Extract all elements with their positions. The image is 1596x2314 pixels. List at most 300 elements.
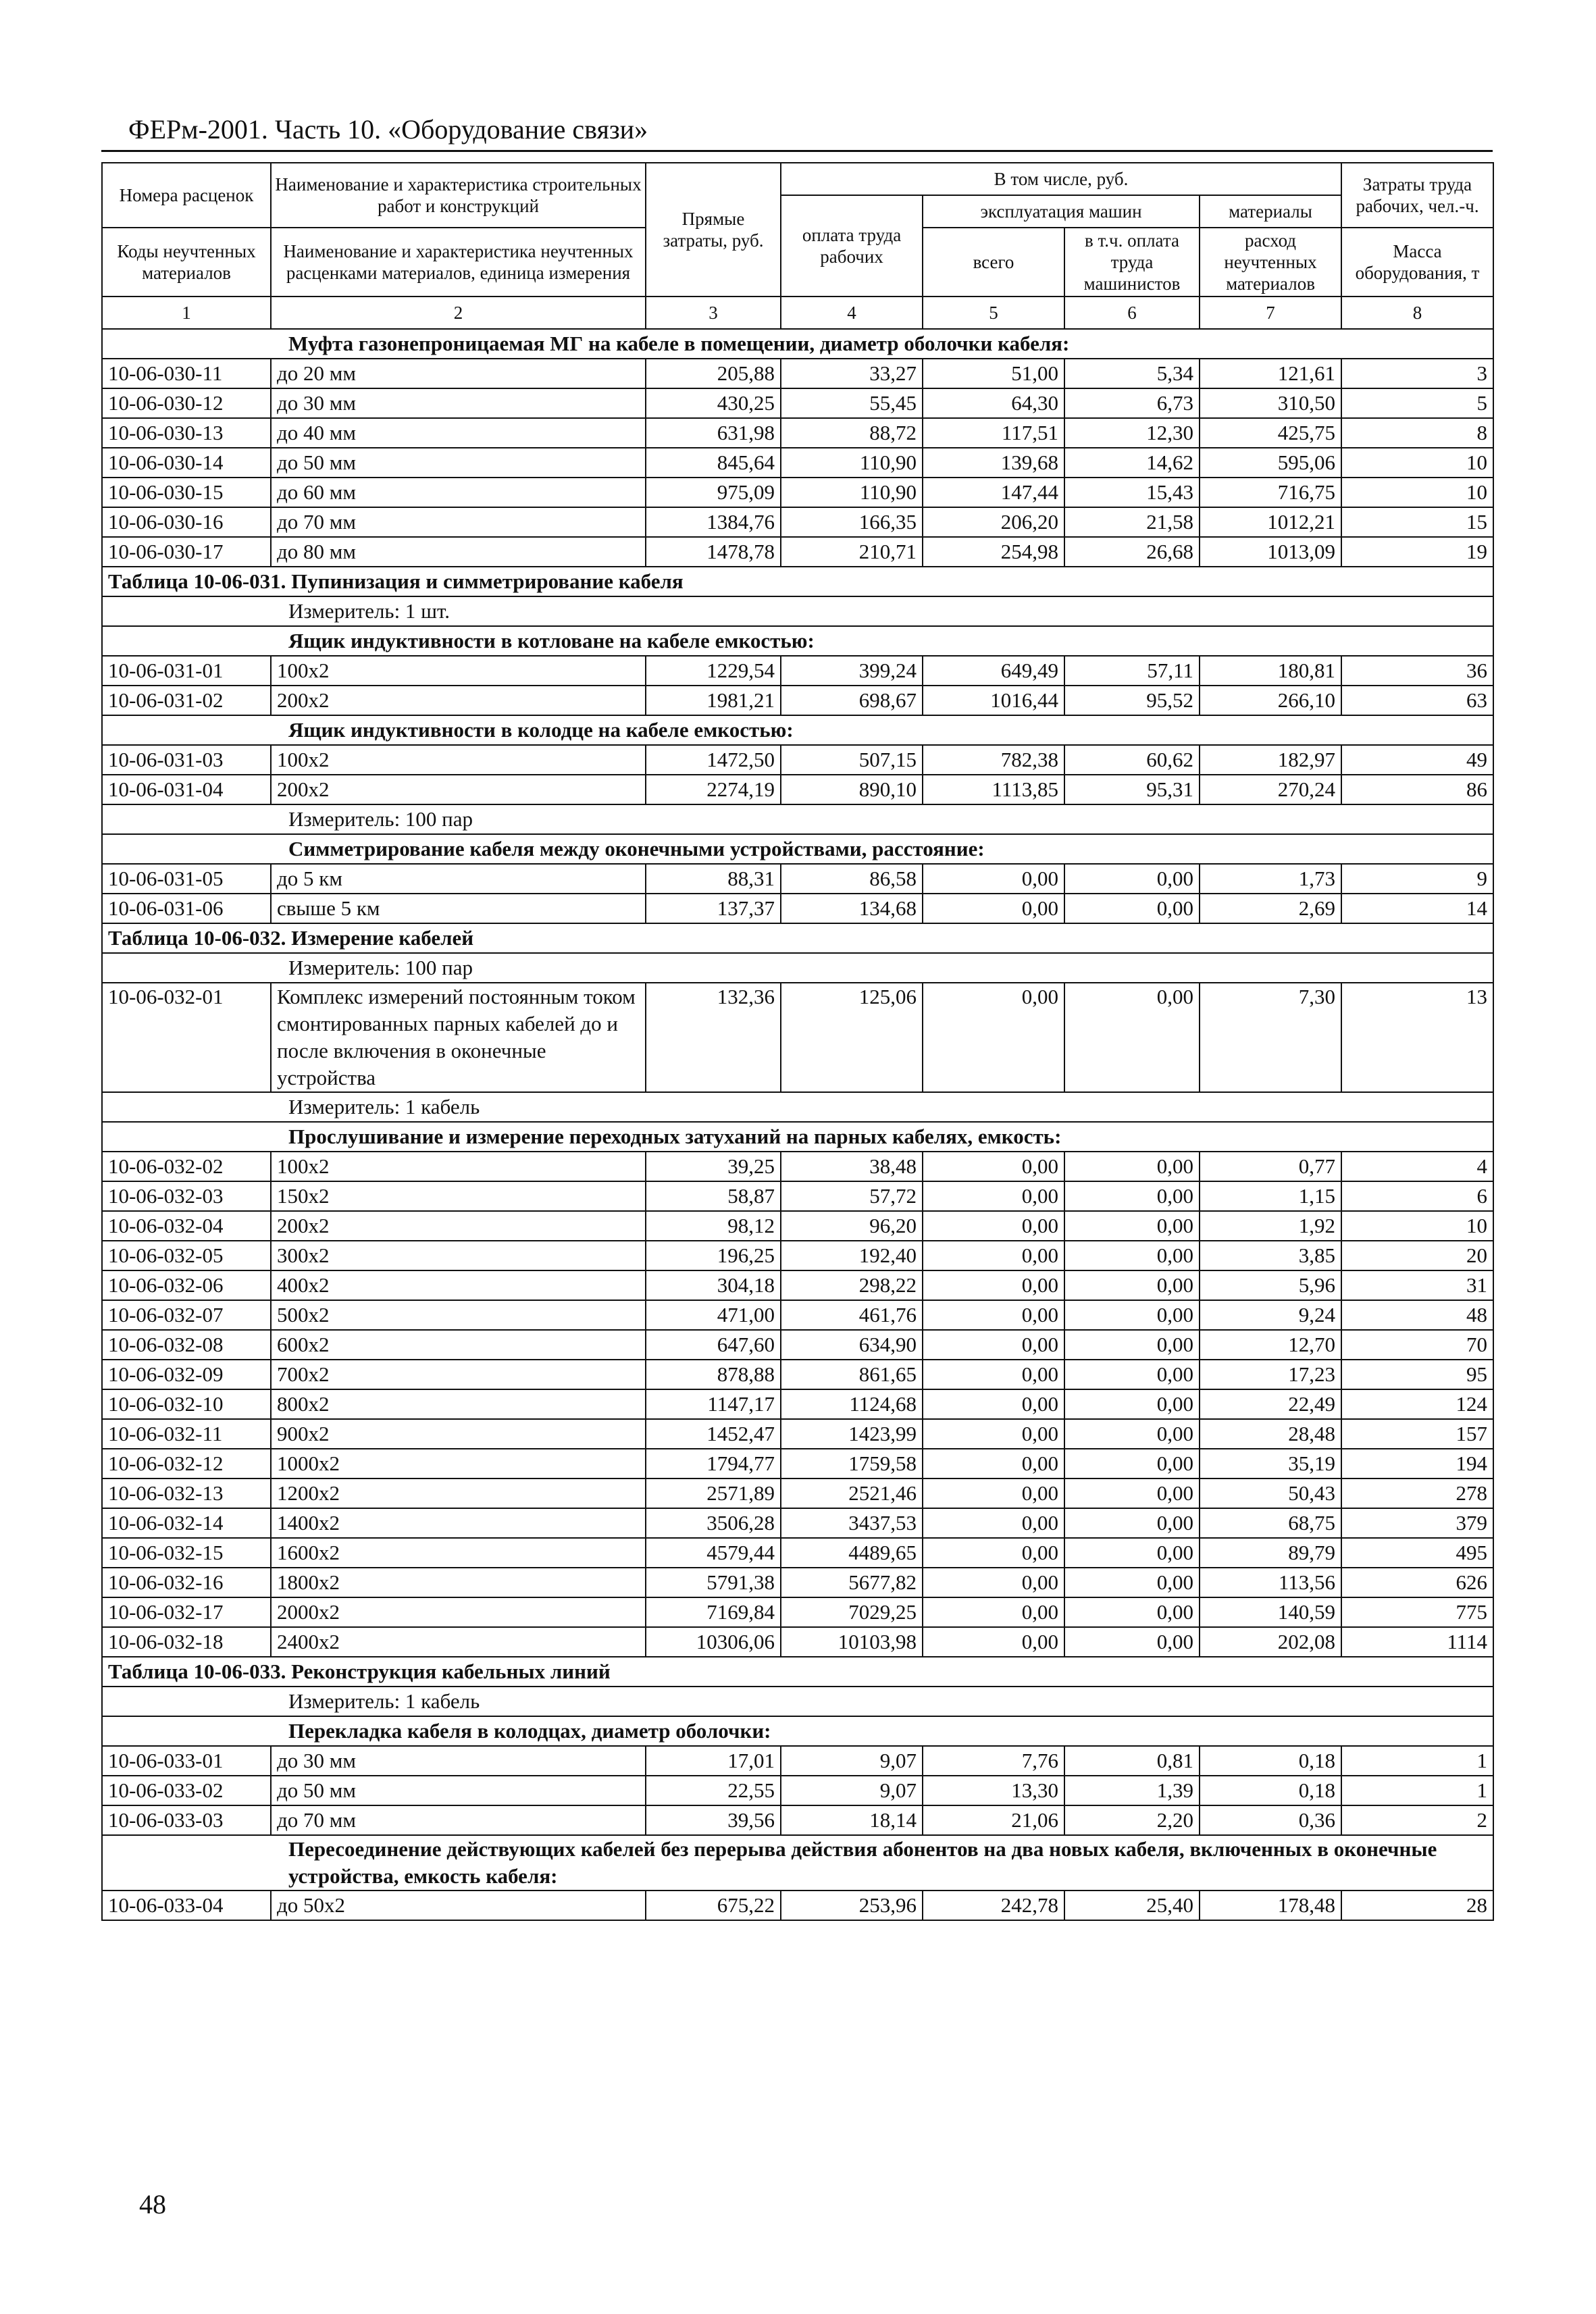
work-description: 200х2 — [271, 1211, 646, 1241]
table-row — [102, 1538, 1493, 1568]
materials-cell: 35,19 — [1200, 1449, 1341, 1479]
table-row — [102, 1508, 1493, 1538]
rate-code: 10-06-030-17 — [102, 537, 271, 567]
table-caption-row — [102, 567, 1493, 596]
operator-wages-cell: 0,00 — [1064, 1330, 1200, 1360]
table-row — [102, 448, 1493, 478]
operator-wages-cell: 0,00 — [1064, 1360, 1200, 1389]
rate-code: 10-06-032-18 — [102, 1627, 271, 1657]
wages-cell: 210,71 — [781, 537, 923, 567]
col-header-operator-wages: в т.ч. оплата труда машинистов — [1064, 228, 1200, 297]
direct-cost-cell: 631,98 — [646, 418, 781, 448]
rate-code: 10-06-031-03 — [102, 745, 271, 775]
direct-cost-cell: 58,87 — [646, 1181, 781, 1211]
rate-code: 10-06-031-05 — [102, 864, 271, 894]
section-heading: Ящик индуктивности в колодце на кабеле емкостью: — [102, 715, 1493, 745]
wages-cell: 298,22 — [781, 1270, 923, 1300]
operator-wages-cell: 0,00 — [1064, 983, 1200, 1092]
direct-cost-cell: 1229,54 — [646, 656, 781, 686]
table-row — [102, 359, 1493, 388]
materials-cell: 1012,21 — [1200, 507, 1341, 537]
rate-code: 10-06-032-10 — [102, 1389, 271, 1419]
machines-total-cell: 782,38 — [923, 745, 1064, 775]
direct-cost-cell: 845,64 — [646, 448, 781, 478]
table-row — [102, 388, 1493, 418]
col-header-machines-total: всего — [923, 228, 1064, 297]
direct-cost-cell: 878,88 — [646, 1360, 781, 1389]
work-description: 500х2 — [271, 1300, 646, 1330]
direct-cost-cell: 471,00 — [646, 1300, 781, 1330]
machines-total-cell: 1016,44 — [923, 686, 1064, 715]
table-row — [102, 1419, 1493, 1449]
rate-code: 10-06-032-08 — [102, 1330, 271, 1360]
rate-code: 10-06-032-16 — [102, 1568, 271, 1597]
direct-cost-cell: 1384,76 — [646, 507, 781, 537]
labor-cell: 1 — [1341, 1746, 1493, 1776]
table-row — [102, 1776, 1493, 1805]
col-number: 3 — [646, 297, 781, 329]
work-description: 1400х2 — [271, 1508, 646, 1538]
table-row — [102, 894, 1493, 923]
machines-total-cell: 0,00 — [923, 983, 1064, 1092]
wages-cell: 110,90 — [781, 448, 923, 478]
materials-cell: 0,77 — [1200, 1152, 1341, 1181]
machines-total-cell: 0,00 — [923, 1241, 1064, 1270]
operator-wages-cell: 2,20 — [1064, 1805, 1200, 1835]
materials-cell: 7,30 — [1200, 983, 1341, 1092]
col-number: 5 — [923, 297, 1064, 329]
labor-cell: 14 — [1341, 894, 1493, 923]
labor-cell: 1114 — [1341, 1627, 1493, 1657]
wages-cell: 1423,99 — [781, 1419, 923, 1449]
page-number: 48 — [139, 2189, 166, 2219]
materials-cell: 1,15 — [1200, 1181, 1341, 1211]
materials-cell: 9,24 — [1200, 1300, 1341, 1330]
rate-code: 10-06-032-07 — [102, 1300, 271, 1330]
col-header-material-names: Наименование и характеристика неучтенных расценками материалов, единица измерения — [271, 228, 646, 297]
work-description: 1200х2 — [271, 1479, 646, 1508]
labor-cell: 379 — [1341, 1508, 1493, 1538]
section-heading: Перекладка кабеля в колодцах, диаметр оболочки: — [102, 1716, 1493, 1746]
wages-cell: 9,07 — [781, 1776, 923, 1805]
materials-cell: 22,49 — [1200, 1389, 1341, 1419]
materials-cell: 0,18 — [1200, 1746, 1341, 1776]
machines-total-cell: 7,76 — [923, 1746, 1064, 1776]
machines-total-cell: 147,44 — [923, 478, 1064, 507]
operator-wages-cell: 0,00 — [1064, 1627, 1200, 1657]
work-description: 1600х2 — [271, 1538, 646, 1568]
table-row — [102, 1181, 1493, 1211]
operator-wages-cell: 0,00 — [1064, 1508, 1200, 1538]
direct-cost-cell: 304,18 — [646, 1270, 781, 1300]
labor-cell: 775 — [1341, 1597, 1493, 1627]
labor-cell: 70 — [1341, 1330, 1493, 1360]
materials-cell: 595,06 — [1200, 448, 1341, 478]
labor-cell: 15 — [1341, 507, 1493, 537]
rate-code: 10-06-031-02 — [102, 686, 271, 715]
rate-code: 10-06-032-17 — [102, 1597, 271, 1627]
labor-cell: 194 — [1341, 1449, 1493, 1479]
wages-cell: 1759,58 — [781, 1449, 923, 1479]
wages-cell: 890,10 — [781, 775, 923, 804]
col-header-direct-costs: Прямые затраты, руб. — [646, 163, 781, 297]
work-description: до 50 мм — [271, 1776, 646, 1805]
machines-total-cell: 13,30 — [923, 1776, 1064, 1805]
wages-cell: 18,14 — [781, 1805, 923, 1835]
machines-total-cell: 0,00 — [923, 1270, 1064, 1300]
work-description: до 50 мм — [271, 448, 646, 478]
table-row — [102, 418, 1493, 448]
direct-cost-cell: 205,88 — [646, 359, 781, 388]
rate-code: 10-06-031-04 — [102, 775, 271, 804]
machines-total-cell: 21,06 — [923, 1805, 1064, 1835]
work-description: 2000х2 — [271, 1597, 646, 1627]
machines-total-cell: 0,00 — [923, 1330, 1064, 1360]
wages-cell: 4489,65 — [781, 1538, 923, 1568]
rate-code: 10-06-033-01 — [102, 1746, 271, 1776]
unit-row — [102, 953, 1493, 983]
table-row — [102, 1449, 1493, 1479]
materials-cell: 180,81 — [1200, 656, 1341, 686]
table-caption: Таблица 10-06-032. Измерение кабелей — [102, 923, 1493, 953]
rate-code: 10-06-030-15 — [102, 478, 271, 507]
machines-total-cell: 242,78 — [923, 1891, 1064, 1920]
materials-cell: 113,56 — [1200, 1568, 1341, 1597]
direct-cost-cell: 98,12 — [646, 1211, 781, 1241]
materials-cell: 1,92 — [1200, 1211, 1341, 1241]
direct-cost-cell: 22,55 — [646, 1776, 781, 1805]
operator-wages-cell: 0,00 — [1064, 1211, 1200, 1241]
col-number: 4 — [781, 297, 923, 329]
rate-code: 10-06-032-04 — [102, 1211, 271, 1241]
wages-cell: 861,65 — [781, 1360, 923, 1389]
operator-wages-cell: 0,00 — [1064, 1181, 1200, 1211]
work-description: до 70 мм — [271, 1805, 646, 1835]
direct-cost-cell: 196,25 — [646, 1241, 781, 1270]
materials-cell: 89,79 — [1200, 1538, 1341, 1568]
materials-cell: 121,61 — [1200, 359, 1341, 388]
direct-cost-cell: 39,25 — [646, 1152, 781, 1181]
labor-cell: 4 — [1341, 1152, 1493, 1181]
wages-cell: 253,96 — [781, 1891, 923, 1920]
machines-total-cell: 0,00 — [923, 894, 1064, 923]
materials-cell: 425,75 — [1200, 418, 1341, 448]
materials-cell: 270,24 — [1200, 775, 1341, 804]
machines-total-cell: 0,00 — [923, 864, 1064, 894]
direct-cost-cell: 137,37 — [646, 894, 781, 923]
operator-wages-cell: 25,40 — [1064, 1891, 1200, 1920]
table-row — [102, 1597, 1493, 1627]
section-row — [102, 1716, 1493, 1746]
section-row — [102, 834, 1493, 864]
operator-wages-cell: 95,52 — [1064, 686, 1200, 715]
labor-cell: 13 — [1341, 983, 1493, 1092]
operator-wages-cell: 1,39 — [1064, 1776, 1200, 1805]
work-description: 100х2 — [271, 656, 646, 686]
wages-cell: 86,58 — [781, 864, 923, 894]
labor-cell: 10 — [1341, 448, 1493, 478]
table-row — [102, 1389, 1493, 1419]
materials-cell: 68,75 — [1200, 1508, 1341, 1538]
operator-wages-cell: 14,62 — [1064, 448, 1200, 478]
work-description: 300х2 — [271, 1241, 646, 1270]
table-body — [102, 163, 1493, 1920]
section-row — [102, 1122, 1493, 1152]
wages-cell: 166,35 — [781, 507, 923, 537]
machines-total-cell: 649,49 — [923, 656, 1064, 686]
operator-wages-cell: 0,00 — [1064, 1538, 1200, 1568]
price-table — [101, 162, 1494, 1921]
col-header-machines: эксплуатация машин — [923, 195, 1200, 228]
labor-cell: 49 — [1341, 745, 1493, 775]
rate-code: 10-06-032-01 — [102, 983, 271, 1092]
labor-cell: 626 — [1341, 1568, 1493, 1597]
rate-code: 10-06-030-13 — [102, 418, 271, 448]
direct-cost-cell: 647,60 — [646, 1330, 781, 1360]
section-row — [102, 329, 1493, 359]
section-row — [102, 1835, 1493, 1891]
table-row — [102, 864, 1493, 894]
operator-wages-cell: 0,00 — [1064, 1270, 1200, 1300]
direct-cost-cell: 4579,44 — [646, 1538, 781, 1568]
wages-cell: 634,90 — [781, 1330, 923, 1360]
table-row — [102, 1211, 1493, 1241]
materials-cell: 178,48 — [1200, 1891, 1341, 1920]
section-heading: Ящик индуктивности в котловане на кабеле емкостью: — [102, 626, 1493, 656]
materials-cell: 140,59 — [1200, 1597, 1341, 1627]
col-number: 1 — [102, 297, 271, 329]
wages-cell: 110,90 — [781, 478, 923, 507]
labor-cell: 31 — [1341, 1270, 1493, 1300]
materials-cell: 0,18 — [1200, 1776, 1341, 1805]
work-description: до 50х2 — [271, 1891, 646, 1920]
wages-cell: 461,76 — [781, 1300, 923, 1330]
direct-cost-cell: 88,31 — [646, 864, 781, 894]
machines-total-cell: 0,00 — [923, 1627, 1064, 1657]
work-description: 200х2 — [271, 686, 646, 715]
table-row — [102, 478, 1493, 507]
materials-cell: 17,23 — [1200, 1360, 1341, 1389]
section-row — [102, 715, 1493, 745]
table-row — [102, 1568, 1493, 1597]
labor-cell: 278 — [1341, 1479, 1493, 1508]
materials-cell: 3,85 — [1200, 1241, 1341, 1270]
table-row — [102, 656, 1493, 686]
rate-code: 10-06-032-13 — [102, 1479, 271, 1508]
section-heading: Прослушивание и измерение переходных затуханий на парных кабелях, емкость: — [102, 1122, 1493, 1152]
col-header-codes: Номера расценок — [102, 163, 271, 228]
labor-cell: 8 — [1341, 418, 1493, 448]
section-heading: Муфта газонепроницаемая МГ на кабеле в помещении, диаметр оболочки кабеля: — [102, 329, 1493, 359]
rate-code: 10-06-032-15 — [102, 1538, 271, 1568]
work-description: 100х2 — [271, 745, 646, 775]
table-row — [102, 1330, 1493, 1360]
operator-wages-cell: 0,00 — [1064, 1152, 1200, 1181]
labor-cell: 6 — [1341, 1181, 1493, 1211]
wages-cell: 192,40 — [781, 1241, 923, 1270]
table-row — [102, 1891, 1493, 1920]
rate-code: 10-06-032-05 — [102, 1241, 271, 1270]
table-row — [102, 1805, 1493, 1835]
direct-cost-cell: 2274,19 — [646, 775, 781, 804]
table-row — [102, 1152, 1493, 1181]
wages-cell: 3437,53 — [781, 1508, 923, 1538]
machines-total-cell: 0,00 — [923, 1360, 1064, 1389]
labor-cell: 2 — [1341, 1805, 1493, 1835]
rate-code: 10-06-030-11 — [102, 359, 271, 388]
rate-code: 10-06-030-16 — [102, 507, 271, 537]
unit-row — [102, 804, 1493, 834]
materials-cell: 310,50 — [1200, 388, 1341, 418]
work-description: до 80 мм — [271, 537, 646, 567]
table-row — [102, 1241, 1493, 1270]
labor-cell: 19 — [1341, 537, 1493, 567]
rate-code: 10-06-033-03 — [102, 1805, 271, 1835]
wages-cell: 507,15 — [781, 745, 923, 775]
work-description: Комплекс измерений постоянным током смонтированных парных кабелей до и после включения в оконечные устройства — [271, 983, 646, 1092]
col-header-names: Наименование и характеристика строительных работ и конструкций — [271, 163, 646, 228]
section-heading: Пересоединение действующих кабелей без перерыва действия абонентов на два новых кабеля, включенных в оконечные устройства, емкость кабеля: — [102, 1835, 1493, 1891]
header-row-1 — [102, 163, 1493, 195]
machines-total-cell: 0,00 — [923, 1211, 1064, 1241]
machines-total-cell: 0,00 — [923, 1300, 1064, 1330]
labor-cell: 5 — [1341, 388, 1493, 418]
direct-cost-cell: 1472,50 — [646, 745, 781, 775]
unit-label: Измеритель: 1 шт. — [102, 596, 1493, 626]
rate-code: 10-06-031-01 — [102, 656, 271, 686]
work-description: 1000х2 — [271, 1449, 646, 1479]
table-row — [102, 1360, 1493, 1389]
operator-wages-cell: 95,31 — [1064, 775, 1200, 804]
machines-total-cell: 0,00 — [923, 1508, 1064, 1538]
unit-label: Измеритель: 1 кабель — [102, 1687, 1493, 1716]
materials-cell: 1013,09 — [1200, 537, 1341, 567]
labor-cell: 10 — [1341, 478, 1493, 507]
operator-wages-cell: 0,00 — [1064, 1449, 1200, 1479]
col-header-wages: оплата труда рабочих — [781, 195, 923, 297]
operator-wages-cell: 0,00 — [1064, 1241, 1200, 1270]
operator-wages-cell: 0,00 — [1064, 1389, 1200, 1419]
direct-cost-cell: 17,01 — [646, 1746, 781, 1776]
work-description: до 30 мм — [271, 388, 646, 418]
work-description: 800х2 — [271, 1389, 646, 1419]
wages-cell: 57,72 — [781, 1181, 923, 1211]
work-description: до 20 мм — [271, 359, 646, 388]
table-row — [102, 775, 1493, 804]
wages-cell: 5677,82 — [781, 1568, 923, 1597]
rate-code: 10-06-032-02 — [102, 1152, 271, 1181]
rate-code: 10-06-031-06 — [102, 894, 271, 923]
machines-total-cell: 51,00 — [923, 359, 1064, 388]
direct-cost-cell: 5791,38 — [646, 1568, 781, 1597]
direct-cost-cell: 430,25 — [646, 388, 781, 418]
labor-cell: 9 — [1341, 864, 1493, 894]
direct-cost-cell: 1452,47 — [646, 1419, 781, 1449]
operator-wages-cell: 0,00 — [1064, 1568, 1200, 1597]
wages-cell: 55,45 — [781, 388, 923, 418]
rate-code: 10-06-032-09 — [102, 1360, 271, 1389]
operator-wages-cell: 57,11 — [1064, 656, 1200, 686]
operator-wages-cell: 60,62 — [1064, 745, 1200, 775]
machines-total-cell: 0,00 — [923, 1597, 1064, 1627]
table-row — [102, 1627, 1493, 1657]
table-caption: Таблица 10-06-031. Пупинизация и симметрирование кабеля — [102, 567, 1493, 596]
work-description: 600х2 — [271, 1330, 646, 1360]
materials-cell: 716,75 — [1200, 478, 1341, 507]
operator-wages-cell: 26,68 — [1064, 537, 1200, 567]
operator-wages-cell: 5,34 — [1064, 359, 1200, 388]
rate-code: 10-06-032-11 — [102, 1419, 271, 1449]
materials-cell: 266,10 — [1200, 686, 1341, 715]
rate-code: 10-06-030-12 — [102, 388, 271, 418]
direct-cost-cell: 132,36 — [646, 983, 781, 1092]
machines-total-cell: 1113,85 — [923, 775, 1064, 804]
materials-cell: 1,73 — [1200, 864, 1341, 894]
machines-total-cell: 64,30 — [923, 388, 1064, 418]
col-header-including: В том числе, руб. — [781, 163, 1341, 195]
wages-cell: 2521,46 — [781, 1479, 923, 1508]
wages-cell: 698,67 — [781, 686, 923, 715]
col-header-material-use: расход неучтенных материалов — [1200, 228, 1341, 297]
operator-wages-cell: 0,81 — [1064, 1746, 1200, 1776]
machines-total-cell: 117,51 — [923, 418, 1064, 448]
wages-cell: 9,07 — [781, 1746, 923, 1776]
labor-cell: 36 — [1341, 656, 1493, 686]
col-header-mass: Масса оборудования, т — [1341, 228, 1493, 297]
work-description: 150х2 — [271, 1181, 646, 1211]
wages-cell: 33,27 — [781, 359, 923, 388]
operator-wages-cell: 15,43 — [1064, 478, 1200, 507]
header-rule — [101, 150, 1493, 152]
work-description: 900х2 — [271, 1419, 646, 1449]
machines-total-cell: 0,00 — [923, 1449, 1064, 1479]
rate-code: 10-06-033-04 — [102, 1891, 271, 1920]
work-description: до 70 мм — [271, 507, 646, 537]
work-description: 100х2 — [271, 1152, 646, 1181]
materials-cell: 50,43 — [1200, 1479, 1341, 1508]
running-header: ФЕРм-2001. Часть 10. «Оборудование связи» — [128, 114, 648, 145]
direct-cost-cell: 10306,06 — [646, 1627, 781, 1657]
work-description: 400х2 — [271, 1270, 646, 1300]
labor-cell: 1 — [1341, 1776, 1493, 1805]
table-row — [102, 1479, 1493, 1508]
table-row — [102, 1300, 1493, 1330]
table-row — [102, 507, 1493, 537]
direct-cost-cell: 1478,78 — [646, 537, 781, 567]
table-caption-row — [102, 1657, 1493, 1687]
operator-wages-cell: 0,00 — [1064, 864, 1200, 894]
col-header-labor: Затраты труда рабочих, чел.-ч. — [1341, 163, 1493, 228]
machines-total-cell: 254,98 — [923, 537, 1064, 567]
col-header-material-codes: Коды неучтенных материалов — [102, 228, 271, 297]
section-heading: Симметрирование кабеля между оконечными устройствами, расстояние: — [102, 834, 1493, 864]
machines-total-cell: 206,20 — [923, 507, 1064, 537]
operator-wages-cell: 0,00 — [1064, 894, 1200, 923]
labor-cell: 48 — [1341, 1300, 1493, 1330]
direct-cost-cell: 1794,77 — [646, 1449, 781, 1479]
machines-total-cell: 0,00 — [923, 1181, 1064, 1211]
work-description: свыше 5 км — [271, 894, 646, 923]
work-description: 700х2 — [271, 1360, 646, 1389]
work-description: до 60 мм — [271, 478, 646, 507]
section-row — [102, 626, 1493, 656]
col-number: 2 — [271, 297, 646, 329]
direct-cost-cell: 675,22 — [646, 1891, 781, 1920]
rate-code: 10-06-032-03 — [102, 1181, 271, 1211]
col-header-materials: материалы — [1200, 195, 1341, 228]
wages-cell: 7029,25 — [781, 1597, 923, 1627]
wages-cell: 125,06 — [781, 983, 923, 1092]
